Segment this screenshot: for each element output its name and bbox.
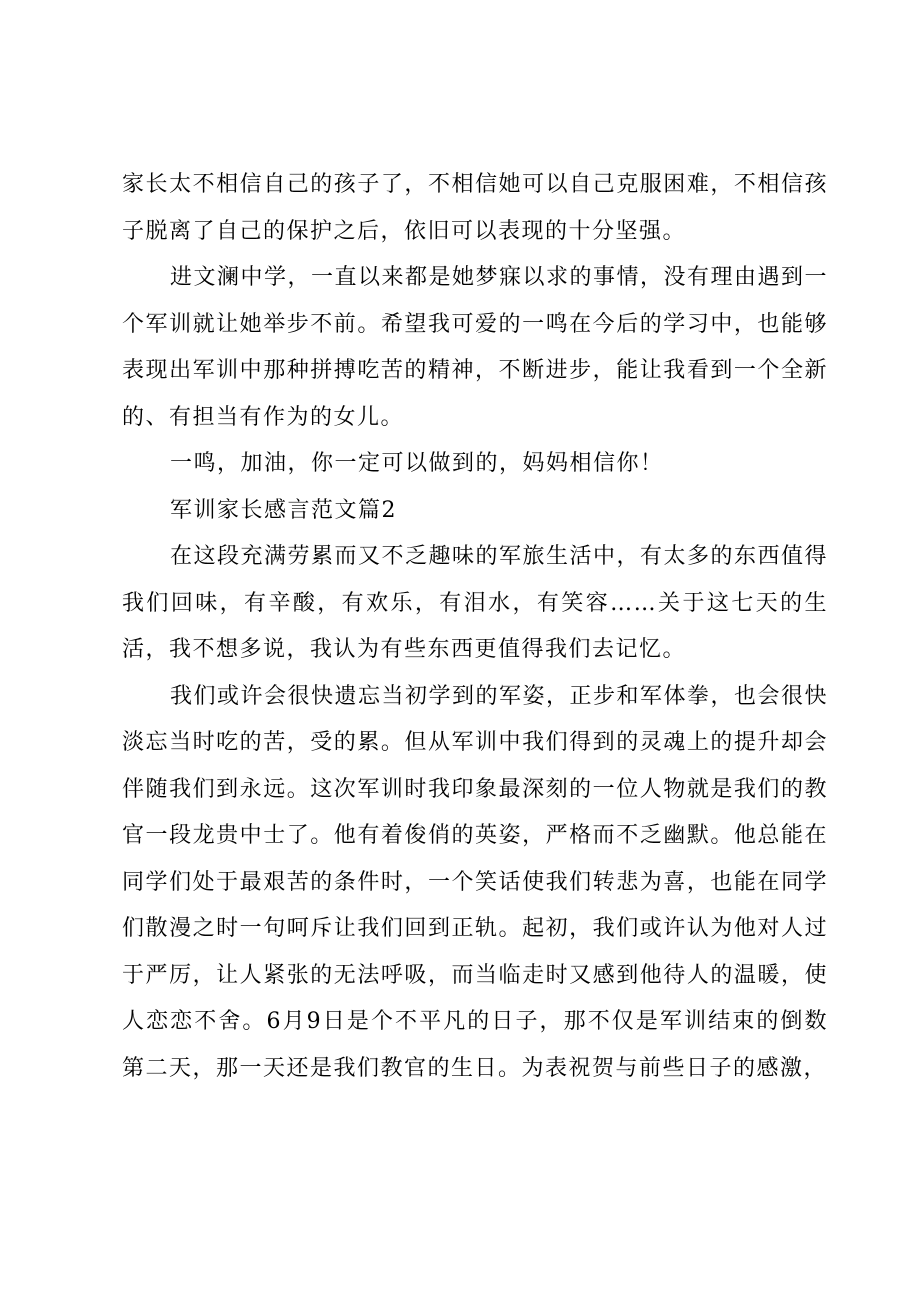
paragraph: 在这段充满劳累而又不乏趣味的军旅生活中，有太多的东西值得我们回味，有辛酸，有欢乐，有泪水，有笑容……关于这七天的生活，我不想多说，我认为有些东西更值得我们去记忆。 — [122, 544, 829, 662]
paragraph: 一鸣，加油，你一定可以做到的，妈妈相信你！ — [170, 451, 664, 476]
section-heading: 军训家长感言范文篇2 — [170, 497, 397, 523]
paragraph-continued: 家长太不相信自己的孩子了，不相信她可以自己克服困难，不相信孩子脱离了自己的保护之后，依旧可以表现的十分坚强。 — [122, 172, 828, 244]
paragraph: 我们或许会很快遗忘当初学到的军姿，正步和军体拳，也会很快淡忘当时吃的苦，受的累。但从军训中我们得到的灵魂上的提升却会伴随我们到永远。这次军训时我印象最深刻的一位人物就是我们的教官一段龙贵中士了。他有着俊俏的英姿，严格而不乏幽默。他总能在同学们处于最艰苦的条件时，一个笑话使我们转悲为喜，也能在同学们散漫之时一句呵斥让我们回到正轨。起初，我们或许认为他对人过于严厉，让人紧张的无法呼吸，而当临走时又感到他待人的温暖，使人恋恋不舍。6月9日是个不平凡的日子，那不仅是军训结束的倒数第二天，那一天还是我们教官的生日。为表祝贺与前些日子的感激， — [122, 683, 829, 1081]
document-body — [122, 162, 828, 1092]
paragraph: 进文澜中学，一直以来都是她梦寐以求的事情，没有理由遇到一个军训就让她举步不前。希望我可爱的一鸣在今后的学习中，也能够表现出军训中那种拼搏吃苦的精神，不断进步，能让我看到一个全新的、有担当有作为的女儿。 — [122, 265, 829, 430]
